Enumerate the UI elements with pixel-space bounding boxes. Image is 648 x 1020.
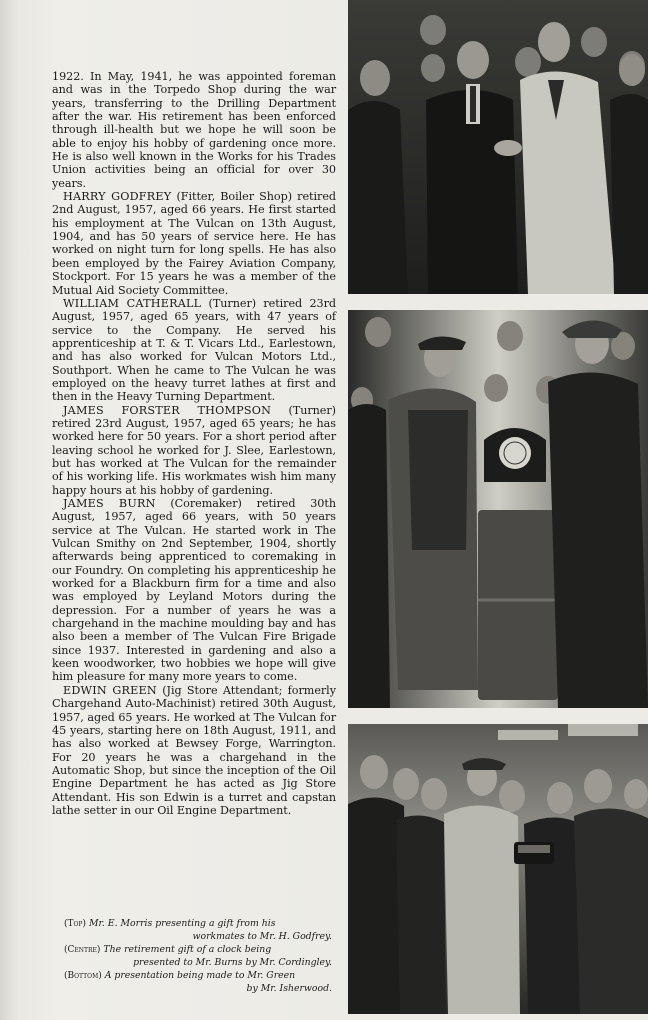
- caption-text: Mr. E. Morris presenting a gift from his: [88, 918, 276, 929]
- retiree-name: HARRY GODFREY: [63, 190, 172, 204]
- photo-bottom-presentation: [348, 724, 648, 1014]
- caption-tail: presented to Mr. Burns by Mr. Cordingley.: [133, 956, 332, 968]
- paragraph-text: (Turner) retired 23rd August, 1957, aged 65 years, with 47 years of service to the Company. He served his apprenticeship at T. & T. Vicars Ltd., Earlestown, and has also worked for Vulcan Motors Ltd., Southport. When he came to The Vulcan he was employed on the heavy turret lathes at first and then in the Heavy Turning Department.: [52, 296, 336, 404]
- photo-captions: [64, 918, 332, 996]
- paragraph-text: 1922. In May, 1941, he was appointed foreman and was in the Torpedo Shop during the war years, transferring to the Drilling Department after the war. His retirement has been enforced through ill-health but we hope he will soon be able to enjoy his hobby of gardening once more. He is also well known in the Works for his Trades Union activities being an official for over 30 years.: [52, 70, 336, 190]
- paragraph-james-burn: [52, 497, 336, 684]
- caption-text: A presentation being made to Mr. Green: [104, 970, 296, 981]
- retiree-name: JAMES FORSTER THOMPSON: [63, 403, 272, 417]
- paragraph-text: (Coremaker) retired 30th August, 1957, aged 66 years, with 50 years service at The Vulcan. He started work in The Vulcan Smithy on 2nd September, 1904, shortly afterwards being apprenticed to coremaking in our Foundry. On completing his apprenticeship he worked for a Blackburn firm for a time and also was employed by Leyland Motors during the depression. For a number of years he was a chargehand in the machine moulding bay and has also been a member of The Vulcan Fire Brigade since 1937. Interested in gardening and also a keen woodworker, two hobbies we hope will give him pleasure for many more years to come.: [52, 497, 336, 684]
- paragraph-harry-godfrey: [52, 190, 336, 297]
- paragraph-text: (Turner) retired 23rd August, 1957, aged 65 years; he has worked here for 50 years. For a short period after leaving school he worked for J. Slee, Earlestown, but has worked at The Vulcan for the remainder of his working life. His workmates wish him many happy hours at his hobby of gardening.: [52, 403, 336, 497]
- paragraph-text: (Jig Store Attendant; formerly Chargehand Auto-Machinist) retired 30th August, 1957, aged 65 years. He worked at The Vulcan for 45 years, starting here on 18th August, 1911, and has also worked at Bewsey Forge, Warrington. For 20 years he was a chargehand in the Automatic Shop, but since the inception of the Oil Engine Department he has acted as Jig Store Attendant. His son Edwin is a turret and capstan lathe setter in our Oil Engine Department.: [52, 683, 336, 817]
- retiree-name: WILLIAM CATHERALL: [63, 296, 202, 310]
- caption-bottom: [64, 970, 332, 994]
- caption-position: (Bottom): [64, 971, 102, 981]
- caption-centre: [64, 944, 332, 968]
- photo-centre-image: [348, 310, 648, 708]
- paragraph-james-forster-thompson: [52, 404, 336, 497]
- photo-top-image: [348, 0, 648, 294]
- caption-position: (Top): [64, 919, 86, 929]
- photo-top-presentation: [348, 0, 648, 294]
- photo-bottom-image: [348, 724, 648, 1014]
- caption-top: [64, 918, 332, 942]
- paragraph-william-catherall: [52, 297, 336, 404]
- retiree-name: EDWIN GREEN: [63, 683, 157, 697]
- paragraph-continuation: [52, 70, 336, 190]
- retiree-name: JAMES BURN: [63, 497, 156, 510]
- caption-tail: workmates to Mr. H. Godfrey.: [192, 930, 332, 942]
- photo-centre-presentation: [348, 310, 648, 708]
- caption-tail: by Mr. Isherwood.: [246, 982, 332, 994]
- caption-position: (Centre): [64, 945, 101, 955]
- paragraph-edwin-green: [52, 684, 336, 817]
- paragraph-text: (Fitter, Boiler Shop) retired 2nd August, 1957, aged 66 years. He first started his employment at The Vulcan on 13th August, 1904, and has 50 years of service here. He has worked on night turn for long spells. He has also been employed by the Fairey Aviation Company, Stockport. For 15 years he was a member of the Mutual Aid Society Committee.: [52, 190, 336, 297]
- caption-text: The retirement gift of a clock being: [103, 944, 272, 955]
- article-column: [52, 70, 336, 817]
